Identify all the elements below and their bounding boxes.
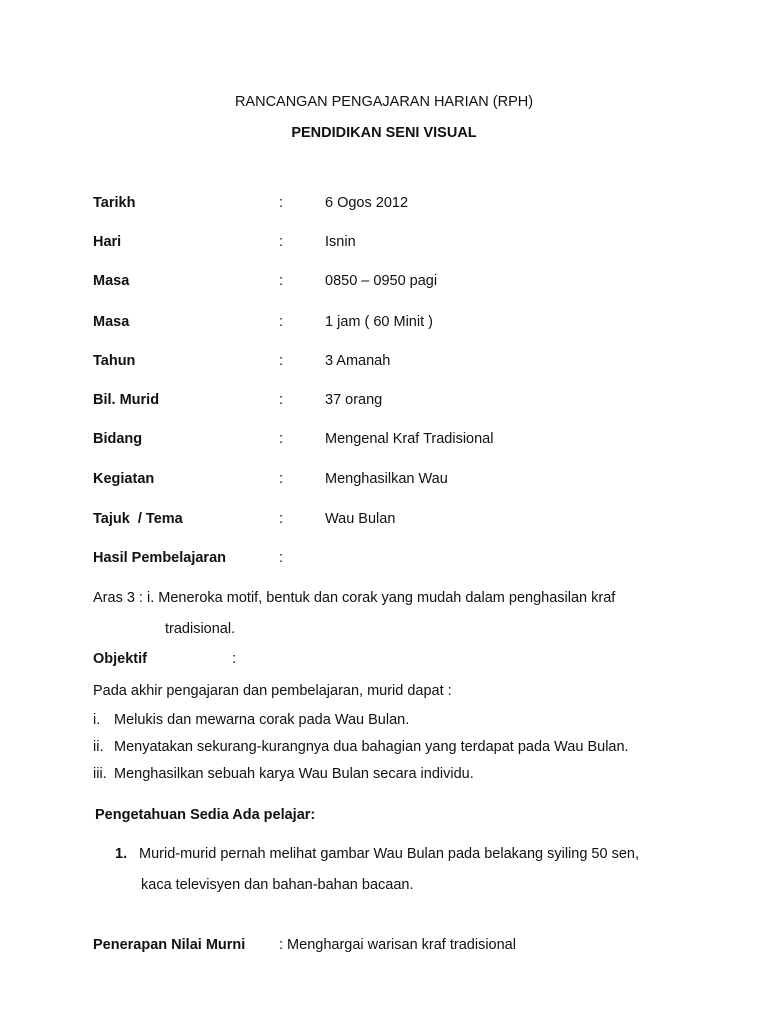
pengetahuan-number: 1. — [115, 846, 128, 862]
field-label-tajuk: Tajuk / Tema — [93, 511, 183, 527]
objektif-intro: Pada akhir pengajaran dan pembelajaran, murid dapat : — [93, 683, 452, 699]
field-value-masa: 0850 – 0950 pagi — [325, 273, 438, 289]
field-label-bidang: Bidang — [93, 431, 143, 447]
field-value-hari: Isnin — [325, 234, 356, 250]
aras-line-2: tradisional. — [165, 621, 236, 637]
field-label-tahun: Tahun — [93, 353, 136, 369]
field-label-hari: Hari — [93, 234, 122, 250]
field-value-kegiatan: Menghasilkan Wau — [325, 471, 448, 487]
field-label-masa-durasi: Masa — [93, 314, 130, 330]
objektif-item-number: iii. — [93, 766, 107, 782]
field-label-masa: Masa — [93, 273, 130, 289]
objektif-item-text: Melukis dan mewarna corak pada Wau Bulan. — [114, 712, 410, 728]
objektif-colon: : — [232, 651, 237, 667]
objektif-item-number: ii. — [93, 739, 104, 755]
pengetahuan-line-2: kaca televisyen dan bahan-bahan bacaan. — [141, 877, 414, 893]
field-value-tarikh: 6 Ogos 2012 — [325, 195, 409, 211]
field-colon: : — [279, 234, 284, 250]
field-colon: : — [279, 392, 284, 408]
pengetahuan-heading: Pengetahuan Sedia Ada pelajar: — [95, 807, 316, 823]
field-label-hasil-pembelajaran: Hasil Pembelajaran — [93, 550, 226, 566]
document-subtitle: PENDIDIKAN SENI VISUAL — [291, 125, 477, 141]
field-value-masa-durasi: 1 jam ( 60 Minit ) — [325, 314, 433, 330]
nilai-murni-label: Penerapan Nilai Murni — [93, 937, 246, 953]
field-colon: : — [279, 273, 284, 289]
field-colon: : — [279, 195, 284, 211]
document-title: RANCANGAN PENGAJARAN HARIAN (RPH) — [234, 94, 534, 110]
objektif-item-text: Menyatakan sekurang-kurangnya dua bahagian yang terdapat pada Wau Bulan. — [114, 739, 629, 755]
field-colon: : — [279, 353, 284, 369]
nilai-murni-value: : Menghargai warisan kraf tradisional — [279, 937, 516, 953]
field-value-bidang: Mengenal Kraf Tradisional — [325, 431, 494, 447]
field-colon: : — [279, 314, 284, 330]
field-colon: : — [279, 511, 284, 527]
field-value-tajuk: Wau Bulan — [325, 511, 396, 527]
field-label-kegiatan: Kegiatan — [93, 471, 155, 487]
field-label-bil-murid: Bil. Murid — [93, 392, 160, 408]
field-label-tarikh: Tarikh — [93, 195, 136, 211]
objektif-item-number: i. — [93, 712, 101, 728]
field-colon: : — [279, 550, 284, 566]
aras-line-1: Aras 3 : i. Meneroka motif, bentuk dan corak yang mudah dalam penghasilan kraf — [93, 590, 616, 606]
field-colon: : — [279, 471, 284, 487]
field-value-tahun: 3 Amanah — [325, 353, 391, 369]
field-value-bil-murid: 37 orang — [325, 392, 383, 408]
objektif-label: Objektif — [93, 651, 147, 667]
field-colon: : — [279, 431, 284, 447]
objektif-item-text: Menghasilkan sebuah karya Wau Bulan secara individu. — [114, 766, 474, 782]
pengetahuan-line-1: Murid-murid pernah melihat gambar Wau Bulan pada belakang syiling 50 sen, — [139, 846, 639, 862]
